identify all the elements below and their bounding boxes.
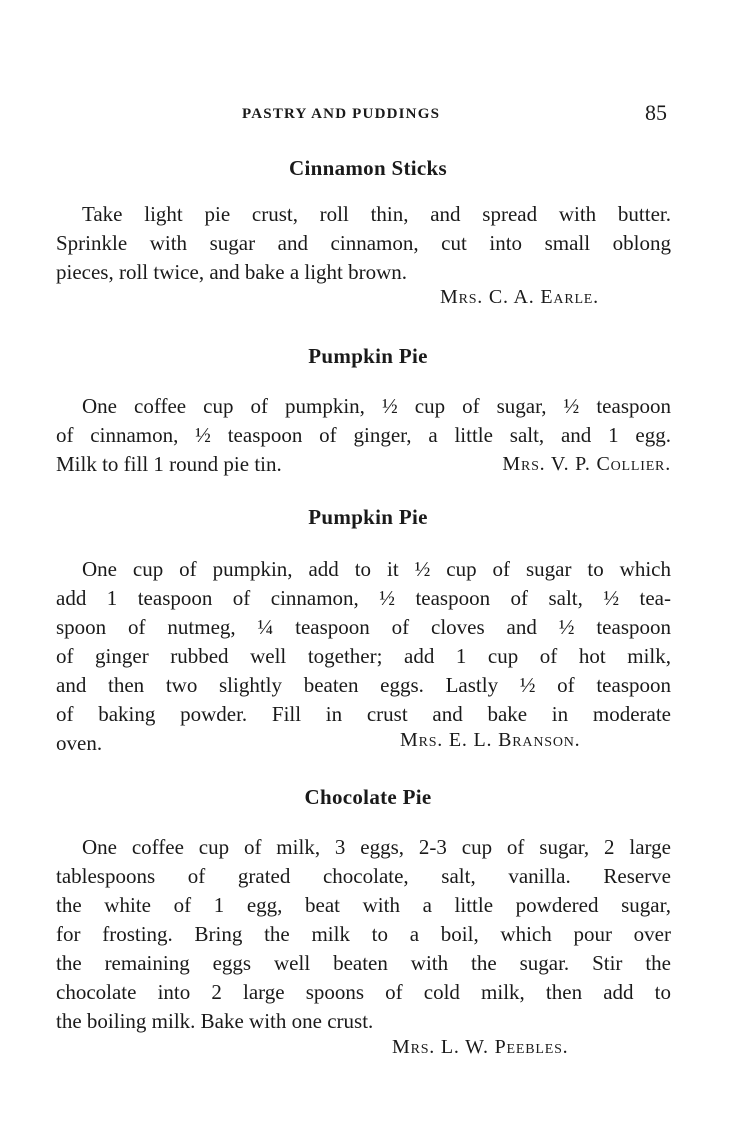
recipe-text-line: chocolate into 2 large spoons of cold milk, then add to xyxy=(56,980,671,1004)
recipe-text-line: add 1 teaspoon of cinnamon, ½ teaspoon of salt, ½ tea- xyxy=(56,586,671,610)
recipe-text-line: One coffee cup of pumpkin, ½ cup of sugar, ½ teaspoon xyxy=(82,394,671,418)
recipe-title: Chocolate Pie xyxy=(304,785,432,809)
recipe-title: Cinnamon Sticks xyxy=(289,156,447,180)
recipe-text-line: for frosting. Bring the milk to a boil, which pour over xyxy=(56,922,671,946)
recipe-text-line: oven. xyxy=(56,731,103,755)
recipe-title: Pumpkin Pie xyxy=(308,344,428,368)
recipe-text-line: tablespoons of grated chocolate, salt, vanilla. Reserve xyxy=(56,864,671,888)
recipe-line-with-author xyxy=(56,450,671,478)
recipe-text-line: One cup of pumpkin, add to it ½ cup of sugar to which xyxy=(82,557,671,581)
recipe-text-line: pieces, roll twice, and bake a light brown. xyxy=(56,260,408,284)
page-number: 85 xyxy=(645,100,667,125)
recipe-text-line: One coffee cup of milk, 3 eggs, 2-3 cup of sugar, 2 large xyxy=(82,835,671,859)
running-title: PASTRY AND PUDDINGS xyxy=(242,106,441,122)
recipe-author: Mrs. E. L. Branson. xyxy=(400,729,581,751)
recipe-text-line: the boiling milk. Bake with one crust. xyxy=(56,1009,374,1033)
recipe-author: Mrs. L. W. Peebles. xyxy=(392,1036,569,1058)
recipe-text-line: of cinnamon, ½ teaspoon of ginger, a little salt, and 1 egg. xyxy=(56,423,671,447)
recipe-text-line: the remaining eggs well beaten with the sugar. Stir the xyxy=(56,951,671,975)
recipe-text-line: the white of 1 egg, beat with a little powdered sugar, xyxy=(56,893,671,917)
recipe-text-line: Take light pie crust, roll thin, and spread with butter. xyxy=(82,202,671,226)
recipe-author: Mrs. C. A. Earle. xyxy=(440,286,599,308)
running-head xyxy=(0,100,750,130)
recipe-text-line: Milk to fill 1 round pie tin. xyxy=(56,452,282,476)
recipe-text-line: of ginger rubbed well together; add 1 cup of hot milk, xyxy=(56,644,671,668)
recipe-title: Pumpkin Pie xyxy=(308,505,428,529)
recipe-text-line: Sprinkle with sugar and cinnamon, cut into small oblong xyxy=(56,231,671,255)
recipe-author: Mrs. V. P. Collier. xyxy=(502,453,671,475)
recipe-text-line: spoon of nutmeg, ¼ teaspoon of cloves and ½ teaspoon xyxy=(56,615,671,639)
recipe-text-line: and then two slightly beaten eggs. Lastly ½ of teaspoon xyxy=(56,673,671,697)
recipe-text-line: of baking powder. Fill in crust and bake in moderate xyxy=(56,702,671,726)
